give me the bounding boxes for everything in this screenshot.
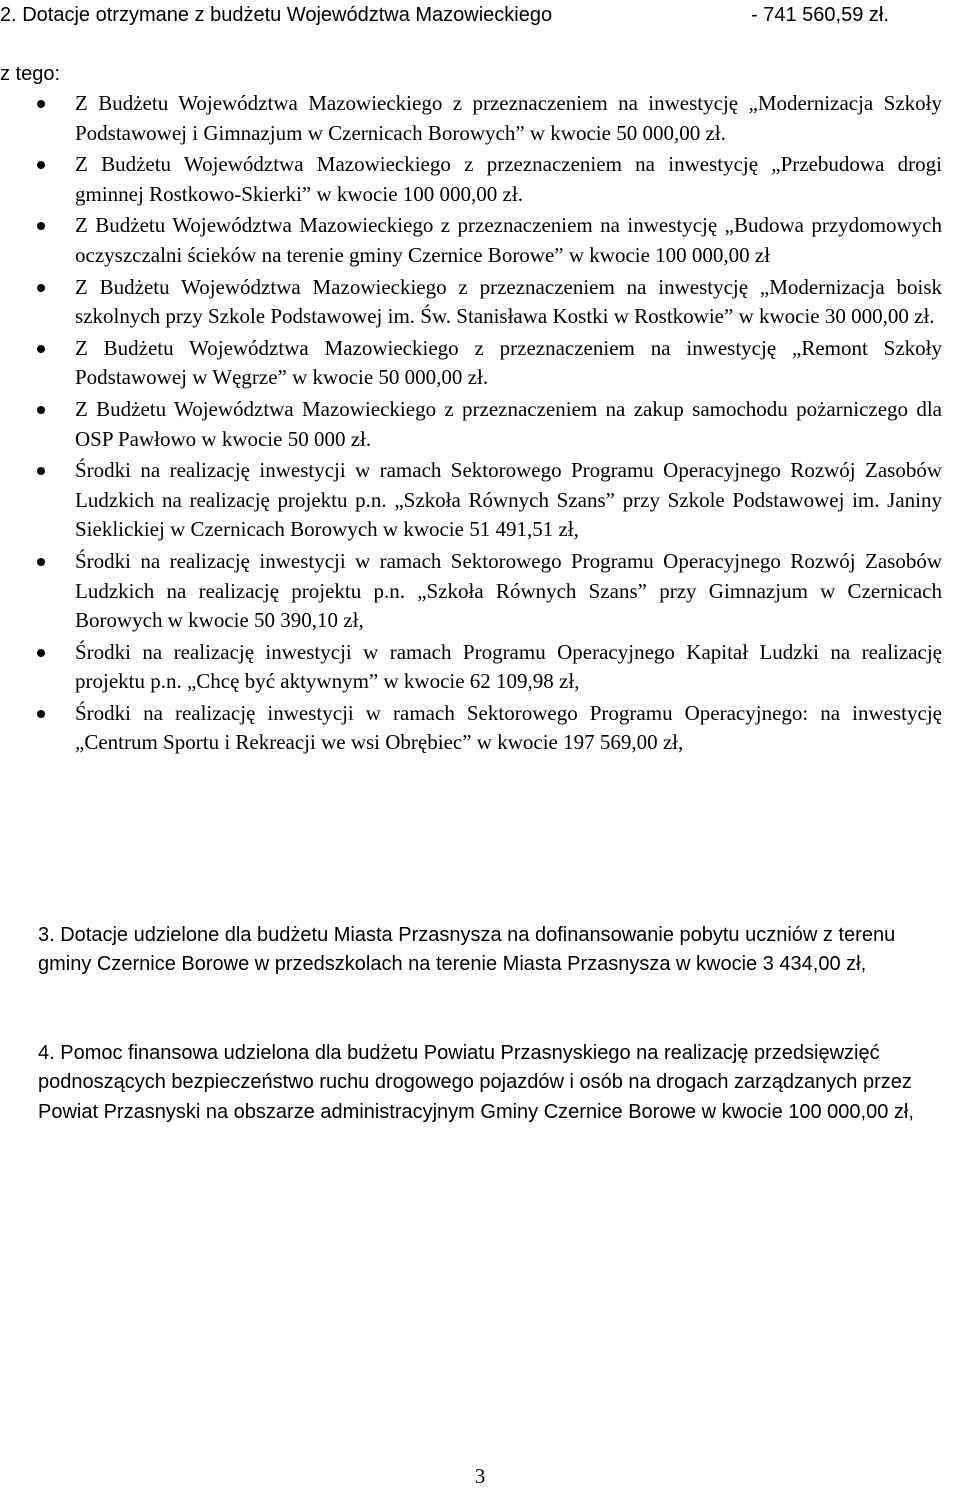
list-item <box>0 547 960 636</box>
list-item-text: Z Budżetu Województwa Mazowieckiego z przeznaczeniem na inwestycję „Przebudowa drogi gminnej Rostkowo-Skierki” w kwocie 100 000,00 zł. <box>75 152 942 206</box>
bullet-icon <box>37 649 45 657</box>
bullet-icon <box>37 710 45 718</box>
list-item-text: Środki na realizację inwestycji w ramach Sektorowego Programu Operacyjnego Rozwój Zasobów Ludzkich na realizację projektu p.n. „Szkoła Równych Szans” przy Gimnazjum w Czernicach Borowych w kwocie 50 390,10 zł, <box>75 548 942 633</box>
list-item <box>0 150 960 209</box>
bullet-icon <box>37 406 45 414</box>
list-item <box>0 334 960 393</box>
list-item-text: Środki na realizację inwestycji w ramach Programu Operacyjnego Kapitał Ludzki na realizację projektu p.n. „Chcę być aktywnym” w kwocie 62 109,98 zł, <box>75 639 942 694</box>
list-item-text: Z Budżetu Województwa Mazowieckiego z przeznaczeniem na inwestycję „Modernizacja Szkoły Podstawowej i Gimnazjum w Czernicach Borowych” w kwocie 50 000,00 zł. <box>75 91 942 145</box>
list-item <box>0 638 960 697</box>
section-2-title: 2. Dotacje otrzymane z budżetu Województwa Mazowieckiego <box>0 4 553 26</box>
bullet-icon <box>37 284 45 292</box>
list-item-text: Z Budżetu Województwa Mazowieckiego z przeznaczeniem na inwestycję „Remont Szkoły Podstawowej w Węgrze” w kwocie 50 000,00 zł. <box>75 335 942 390</box>
list-item <box>0 273 960 332</box>
list-item <box>0 456 960 545</box>
bullet-icon <box>37 558 45 566</box>
section-2-heading <box>0 2 960 28</box>
page-number: 3 <box>474 1464 486 1488</box>
subheading: z tego: <box>0 63 61 85</box>
bullet-icon <box>37 222 45 230</box>
list-item-text: Z Budżetu Województwa Mazowieckiego z przeznaczeniem na zakup samochodu pożarniczego dla OSP Pawłowo w kwocie 50 000 zł. <box>75 396 942 451</box>
section-2-amount: - 741 560,59 zł. <box>751 4 889 26</box>
bullet-icon <box>37 467 45 475</box>
bullet-icon <box>37 161 45 169</box>
list-item <box>0 89 960 148</box>
list-item-text: Z Budżetu Województwa Mazowieckiego z przeznaczeniem na inwestycję „Budowa przydomowych oczyszczalni ścieków na terenie gminy Czernice Borowe” w kwocie 100 000,00 zł <box>75 213 942 267</box>
section-3-paragraph: 3. Dotacje udzielone dla budżetu Miasta Przasnysza na dofinansowanie pobytu uczniów z terenu gminy Czernice Borowe w przedszkolach na terenie Miasta Przasnysza w kwocie 3 434,00 zł, <box>38 924 896 976</box>
list-item <box>0 211 960 270</box>
list-item <box>0 395 960 454</box>
list-item <box>0 699 960 758</box>
section-4-paragraph: 4. Pomoc finansowa udzielona dla budżetu Powiatu Przasnyskiego na realizację przedsięwzięć podnoszących bezpieczeństwo ruchu drogowego pojazdów i osób na drogach zarządzanych przez Powiat Przasnyski na obszarze administracyjnym Gminy Czernice Borowe w kwocie 100 000,00 zł, <box>38 1042 914 1123</box>
list-item-text: Środki na realizację inwestycji w ramach Sektorowego Programu Operacyjnego Rozwój Zasobów Ludzkich na realizację projektu p.n. „Szkoła Równych Szans” przy Szkole Podstawowej im. Janiny Sieklickiej w Czernicach Borowych w kwocie 51 491,51 zł, <box>75 458 942 542</box>
list-item-text: Z Budżetu Województwa Mazowieckiego z przeznaczeniem na inwestycję „Modernizacja boisk szkolnych przy Szkole Podstawowej im. Św. Stanisława Kostki w Rostkowie” w kwocie 30 000,00 zł. <box>75 274 942 329</box>
bullet-icon <box>37 345 45 353</box>
grants-list <box>0 89 960 760</box>
list-item-text: Środki na realizację inwestycji w ramach Sektorowego Programu Operacyjnego: na inwestycję „Centrum Sportu i Rekreacji we wsi Obrębiec” w kwocie 197 569,00 zł, <box>75 700 942 755</box>
bullet-icon <box>37 100 45 108</box>
